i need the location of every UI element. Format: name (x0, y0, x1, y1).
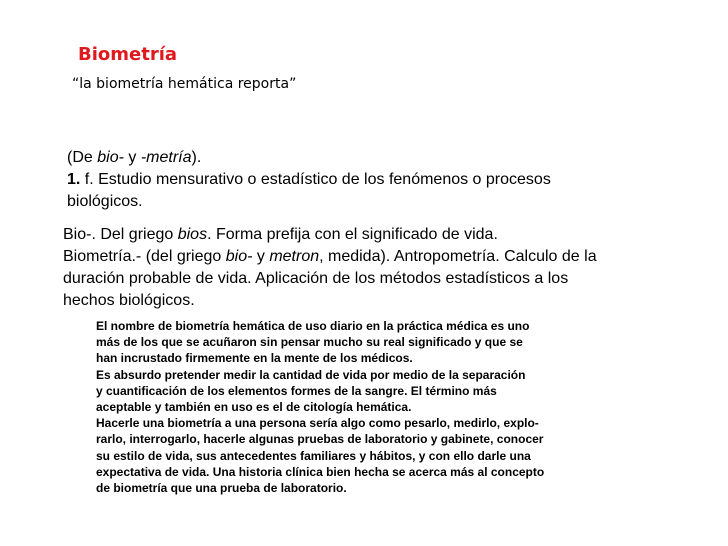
dictionary-definition (67, 147, 707, 213)
definition-line-1: (De bio- y -metría). (67, 149, 202, 166)
note-line: más de los que se acuñaron sin pensar mucho su real significado y que se (96, 335, 523, 350)
note-line: El nombre de biometría hemática de uso diario en la práctica médica es uno (96, 319, 530, 333)
etymology-line-1: Bio-. Del griego bios. Forma prefija con el significado de vida. (63, 226, 498, 243)
note-line: de biometría que una prueba de laboratorio. (96, 481, 347, 496)
etymology-line-4: hechos biológicos. (63, 292, 195, 309)
note-line: aceptable y también en uso es el de citología hemática. (96, 400, 412, 415)
note-line: y cuantificación de los elementos formes de la sangre. El término más (96, 383, 497, 398)
page-title: Biometría (78, 44, 178, 65)
etymology-line-2: Biometría.- (del griego bio- y metron, medida). Antropometría. Calculo de la (63, 248, 597, 265)
etymology-line-3: duración probable de vida. Aplicación de los métodos estadísticos a los (63, 270, 569, 287)
note-line: rarlo, interrogarlo, hacerle algunas pruebas de laboratorio y gabinete, conocer (96, 432, 544, 447)
note-line: han incrustado firmemente en la mente de los médicos. (96, 351, 413, 366)
note-line: Hacerle una biometría a una persona sería algo como pesarlo, medirlo, explo- (96, 416, 539, 431)
etymology-paragraph (63, 224, 723, 312)
commentary-note (96, 318, 696, 496)
definition-line-3: biológicos. (67, 193, 143, 210)
note-line: su estilo de vida, sus antecedentes familiares y hábitos, y con ello darle una (96, 448, 531, 463)
definition-line-2: 1. f. Estudio mensurativo o estadístico de los fenómenos o procesos (67, 171, 551, 188)
note-line: Es absurdo pretender medir la cantidad de vida por medio de la separación (96, 367, 526, 382)
note-line: expectativa de vida. Una historia clínica bien hecha se acerca más al concepto (96, 464, 545, 479)
subtitle-quote: “la biometría hemática reporta” (72, 76, 297, 92)
